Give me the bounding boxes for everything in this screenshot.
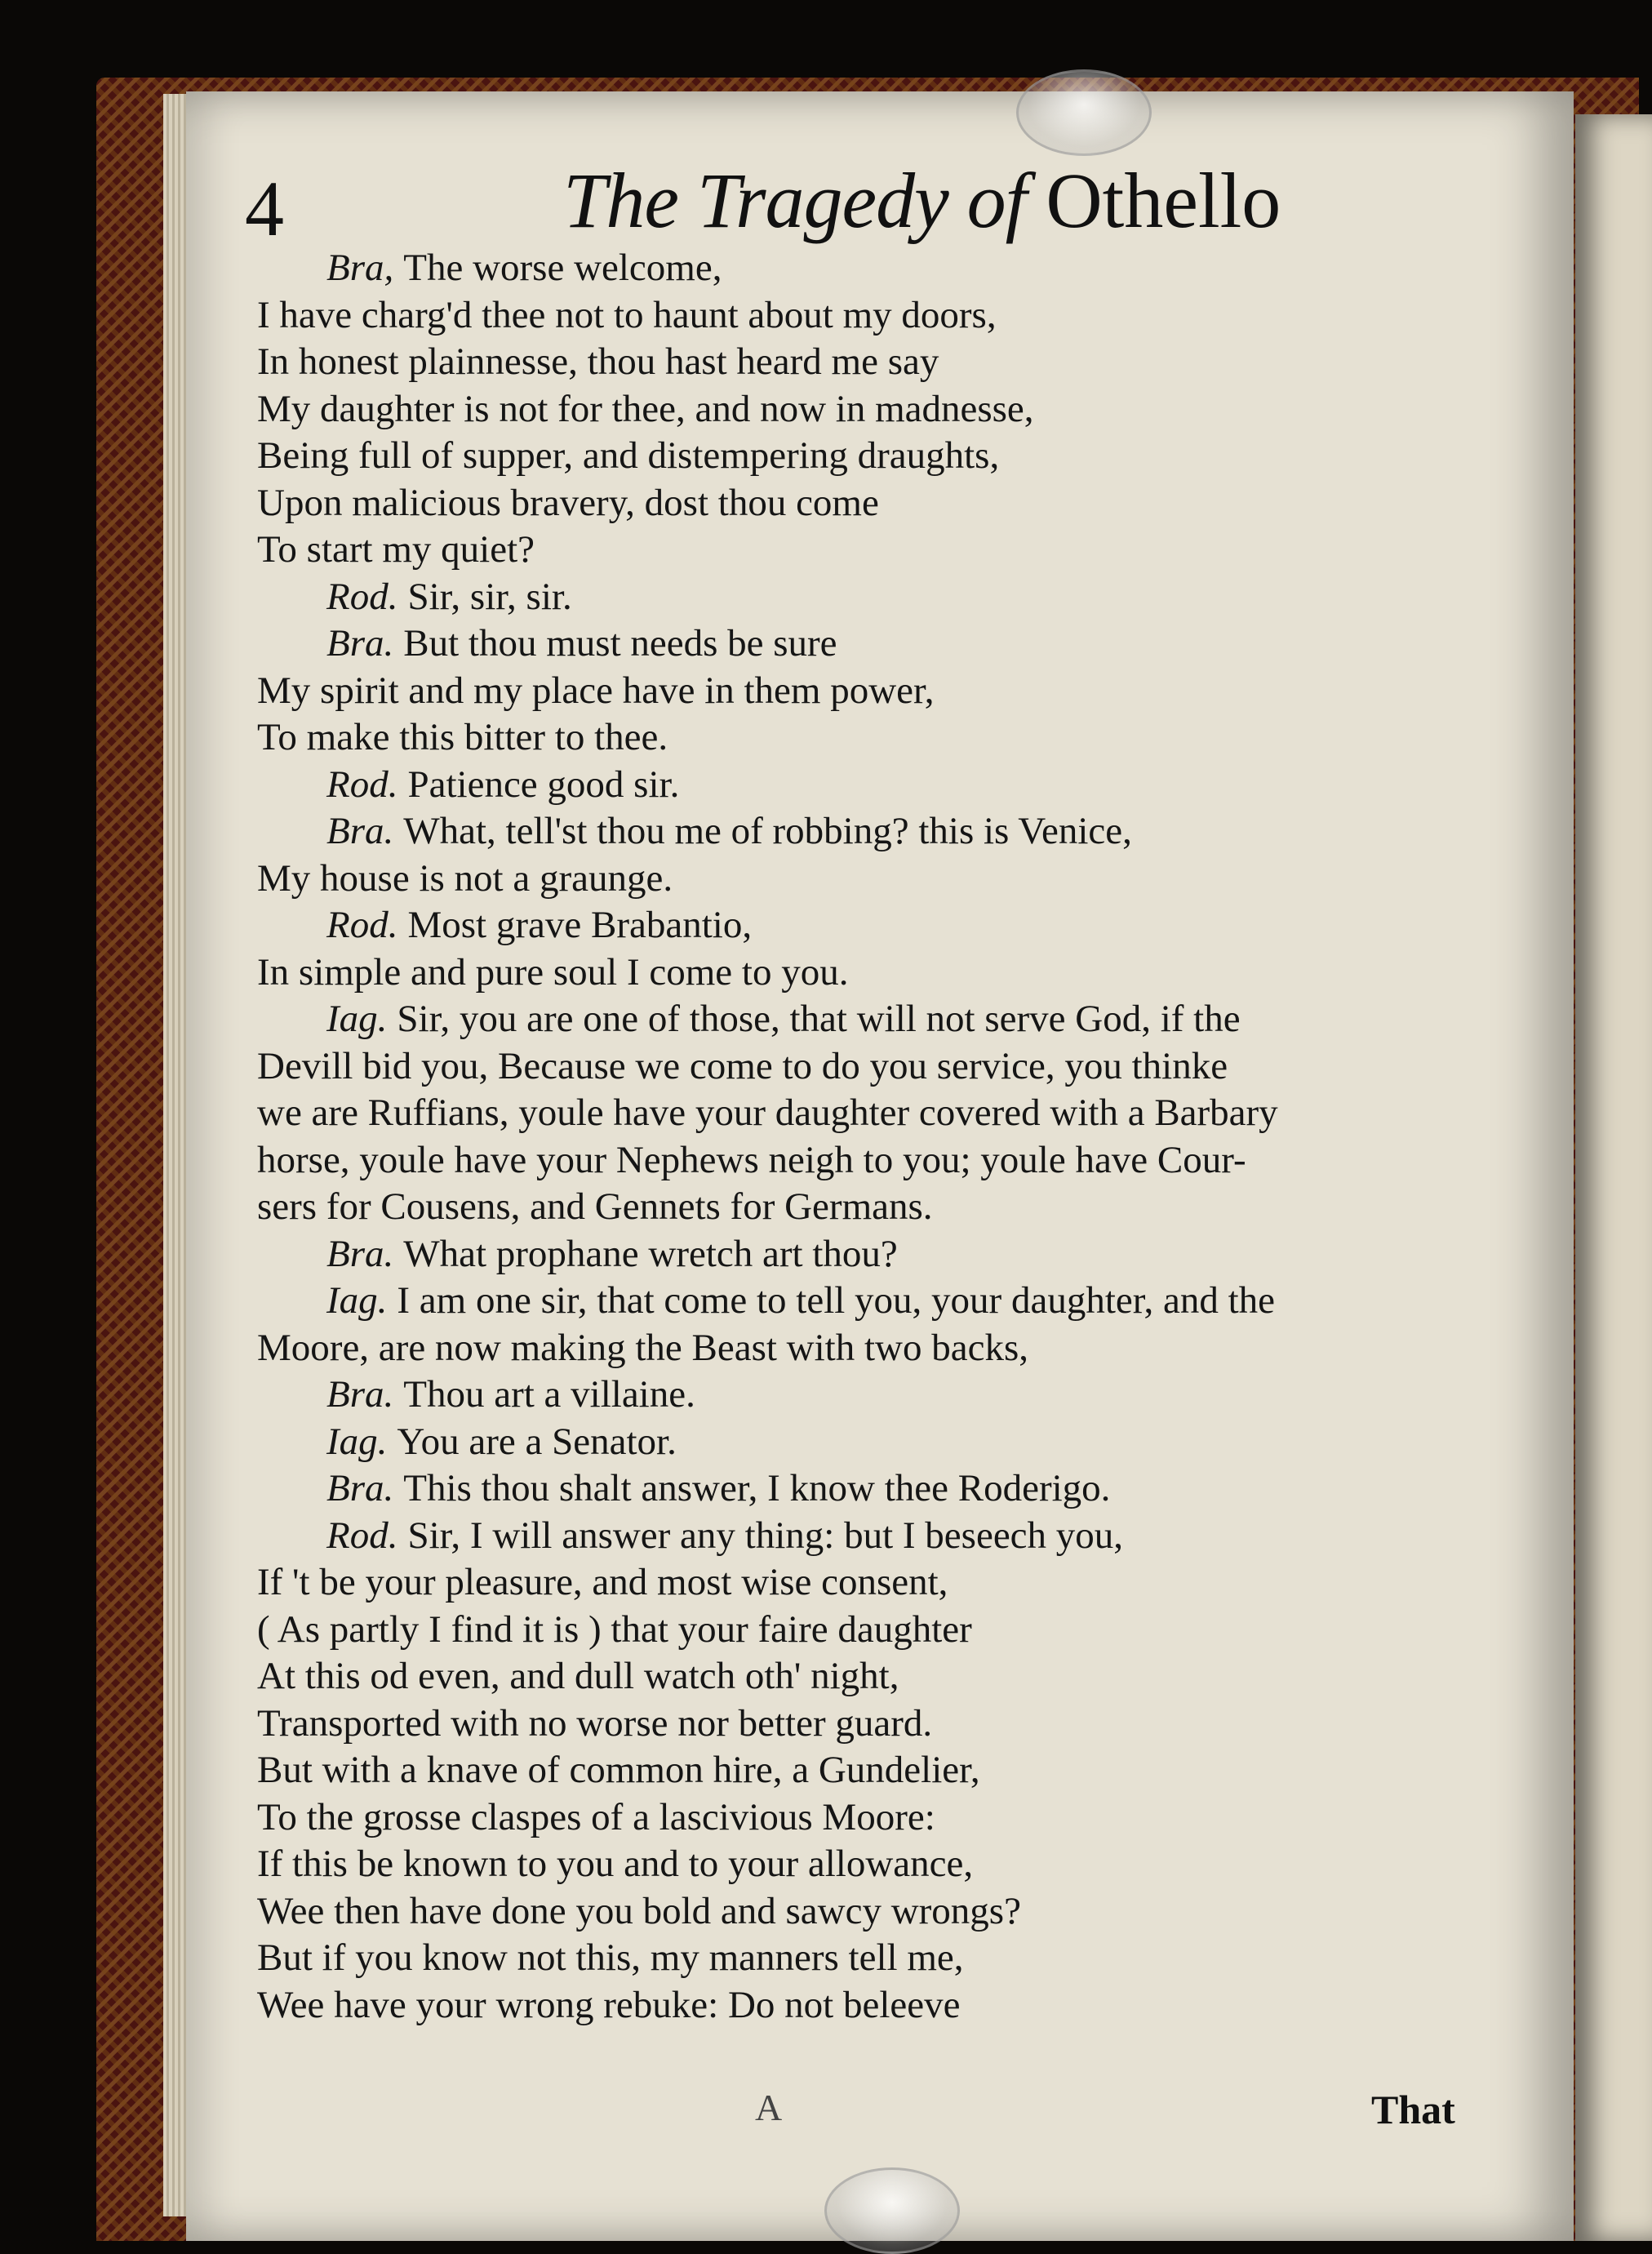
text-line	[257, 386, 1449, 433]
line-text: To start my quiet?	[257, 528, 535, 571]
line-text: Sir, you are one of those, that will not serve God, if the	[397, 998, 1241, 1040]
text-line	[257, 1090, 1449, 1137]
text-line	[257, 1231, 1449, 1278]
text-line	[257, 1372, 1449, 1419]
line-text: ( As partly I find it is ) that your faire daughter	[257, 1607, 972, 1651]
text-line	[257, 762, 1449, 809]
text-line	[257, 1419, 1449, 1466]
line-text: Upon malicious bravery, dost thou come	[257, 481, 879, 524]
text-line	[257, 902, 1449, 949]
speaker-prefix: Rod.	[326, 904, 398, 946]
text-line	[257, 1653, 1449, 1701]
text-line	[257, 1184, 1449, 1231]
line-text: Sir, I will answer any thing: but I beseech you,	[407, 1514, 1124, 1557]
text-line	[257, 856, 1449, 903]
speaker-prefix: Iag.	[326, 998, 388, 1040]
line-text: Wee then have done you bold and sawcy wrongs?	[257, 1889, 1021, 1932]
text-line	[257, 1935, 1449, 1982]
line-text: Devill bid you, Because we come to do you service, you thinke	[257, 1044, 1228, 1087]
line-text: Most grave Brabantio,	[407, 904, 753, 946]
line-text: But with a knave of common hire, a Gundelier,	[257, 1749, 980, 1791]
page-title	[563, 155, 1281, 246]
speaker-prefix: Bra.	[326, 1232, 394, 1275]
text-line	[257, 339, 1449, 386]
running-head	[245, 155, 1306, 253]
line-text: To make this bitter to thee.	[257, 716, 668, 758]
text-line	[257, 996, 1449, 1043]
text-line	[257, 1747, 1449, 1794]
text-line	[257, 949, 1449, 997]
line-text: Transported with no worse nor better guard.	[257, 1701, 933, 1745]
speaker-prefix: Iag.	[326, 1279, 388, 1322]
speaker-prefix: Bra.	[326, 810, 394, 852]
title-italic: The Tragedy of	[563, 157, 1027, 244]
text-line	[257, 1513, 1449, 1560]
line-text: Sir, sir, sir.	[407, 575, 572, 618]
text-line	[257, 1607, 1449, 1654]
text-line	[257, 527, 1449, 574]
text-line	[257, 1137, 1449, 1185]
line-text: I am one sir, that come to tell you, your daughter, and the	[397, 1279, 1276, 1322]
text-line	[257, 245, 1449, 292]
line-text: My spirit and my place have in them power,	[257, 669, 935, 712]
speaker-prefix: Rod.	[326, 1514, 398, 1557]
play-text	[257, 245, 1449, 2029]
speaker-prefix: Bra,	[326, 247, 394, 289]
line-text: Being full of supper, and distempering draughts,	[257, 434, 1000, 477]
line-text: But if you know not this, my manners tell me,	[257, 1936, 964, 1979]
speaker-prefix: Rod.	[326, 762, 398, 806]
title-roman: Othello	[1046, 157, 1281, 244]
line-text: At this od even, and dull watch oth' night,	[257, 1655, 899, 1697]
line-text: The worse welcome,	[403, 247, 722, 289]
line-text: I have charg'd thee not to haunt about my doors,	[257, 293, 997, 336]
text-line	[257, 1794, 1449, 1842]
text-line	[257, 1325, 1449, 1372]
line-text: Wee have your wrong rebuke: Do not beleeve	[257, 1983, 961, 2026]
line-text: What, tell'st thou me of robbing? this is Venice,	[403, 810, 1132, 852]
line-text: You are a Senator.	[397, 1420, 677, 1463]
line-text: sers for Cousens, and Gennets for Germans.	[257, 1185, 933, 1228]
line-text: To the grosse claspes of a lascivious Moore:	[257, 1795, 935, 1838]
line-text: If this be known to you and to your allowance,	[257, 1843, 974, 1885]
text-line	[257, 668, 1449, 715]
text-line	[257, 1465, 1449, 1513]
line-text: If 't be your pleasure, and most wise consent,	[257, 1561, 948, 1603]
line-text: My house is not a graunge.	[257, 856, 673, 900]
text-line	[257, 1982, 1449, 2029]
line-text: What prophane wretch art thou?	[403, 1232, 898, 1275]
line-text: Thou art a villaine.	[403, 1373, 695, 1416]
page-clip-top	[1016, 69, 1152, 156]
line-text: But thou must needs be sure	[403, 622, 837, 665]
text-line	[257, 1043, 1449, 1091]
facing-page	[1575, 114, 1652, 2241]
line-text: horse, youle have your Nephews neigh to you; youle have Cour-	[257, 1138, 1246, 1181]
speaker-prefix: Bra.	[326, 622, 394, 665]
text-line	[257, 433, 1449, 480]
speaker-prefix: Rod.	[326, 575, 398, 618]
speaker-prefix: Bra.	[326, 1373, 394, 1416]
text-line	[257, 808, 1449, 856]
page-clip-bottom	[824, 2167, 960, 2254]
line-text: In honest plainnesse, thou hast heard me say	[257, 340, 939, 383]
page-number: 4	[245, 165, 284, 252]
line-text: Moore, are now making the Beast with two backs,	[257, 1326, 1029, 1369]
text-line	[257, 620, 1449, 668]
line-text: This thou shalt answer, I know thee Roderigo.	[403, 1467, 1111, 1509]
text-line	[257, 1278, 1449, 1325]
text-line	[257, 714, 1449, 762]
text-line	[257, 292, 1449, 340]
text-line	[257, 1841, 1449, 1888]
text-line	[257, 480, 1449, 527]
line-text: In simple and pure soul I come to you.	[257, 950, 849, 994]
line-text: My daughter is not for thee, and now in madnesse,	[257, 387, 1034, 430]
signature-mark: A	[755, 2087, 783, 2128]
line-text: we are Ruffians, youle have your daughter covered with a Barbary	[257, 1091, 1278, 1134]
speaker-prefix: Bra.	[326, 1467, 394, 1509]
catchword: That	[1371, 2087, 1455, 2132]
line-text: Patience good sir.	[407, 762, 680, 806]
text-line	[257, 574, 1449, 621]
text-line	[257, 1701, 1449, 1748]
text-line	[257, 1888, 1449, 1936]
speaker-prefix: Iag.	[326, 1420, 388, 1463]
text-line	[257, 1559, 1449, 1607]
